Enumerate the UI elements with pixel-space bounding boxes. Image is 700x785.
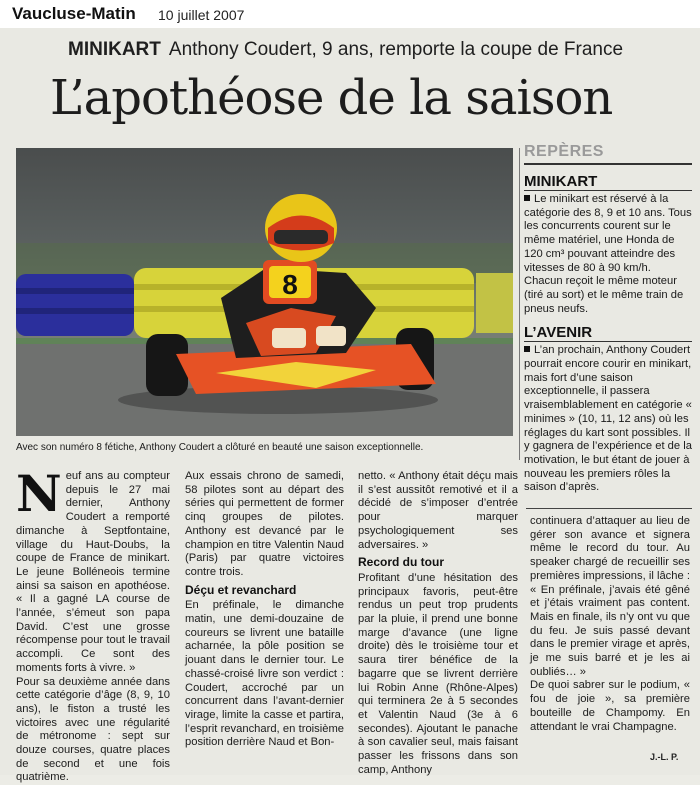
sidebar-heading-minikart: MINIKART xyxy=(524,173,692,191)
sidebar-text-minikart: Le minikart est réservé à la catégorie des 8, 9 et 10 ans. Tous les concurrents courent sur le même matériel, une Honda de 120 cm³ pouvant atteindre des vitesses de 80 à 90 km/h. Chacun reçoit le même moteur (tiré au sort) et le même train de pneus neufs. xyxy=(524,193,692,315)
sidebar-paragraph-avenir xyxy=(524,344,692,495)
sidebar-heading-avenir: L’AVENIR xyxy=(524,324,692,342)
kicker-text: Anthony Coudert, 9 ans, remporte la coupe de France xyxy=(168,39,624,60)
kicker-section: MINIKART xyxy=(68,39,161,60)
kicker xyxy=(68,39,623,61)
headline: L’apothéose de la saison xyxy=(50,70,613,126)
article-paragraph: euf ans au compteur depuis le 27 mai dernier, Anthony Coudert a remporté dimanche à Septfontaine, village du Haut-Doubs, la coupe de France de minikart. Le jeune Bolléneois termine ainsi sa saison en apothéose. « Il a gagné LA course de l’année, s’émeut son papa David. C’est une grosse récompense pour tout le travail accompli. Ce sont des moments forts à vivre. » xyxy=(16,470,170,674)
kart-photo xyxy=(16,148,513,436)
sidebar-title: REPÈRES xyxy=(524,143,692,165)
publication-date: 10 juillet 2007 xyxy=(158,7,245,23)
kart-number: 8 xyxy=(282,269,298,300)
subheading-record: Record du tour xyxy=(358,555,444,570)
subheading-decu: Déçu et revanchard xyxy=(185,582,297,597)
bullet-square-icon xyxy=(524,195,530,201)
article-paragraph: Aux essais chrono de samedi, 58 pilotes sont au départ des séries qui permettent de former cinq groupes de pilotes. Anthony est devancé par le champion en titre Valentin Naud (Paris) par quatre victoires contre trois. xyxy=(185,470,344,578)
masthead xyxy=(0,0,700,28)
article-column-4 xyxy=(530,515,690,734)
author-signature: J.-L. P. xyxy=(650,752,679,762)
article-paragraph: De quoi sabrer sur le podium, « fou de joie », sa première bouteille de Champomy. En attendant le vrai Champagne. xyxy=(530,679,690,733)
publication-name: Vaucluse-Matin xyxy=(12,4,136,23)
sidebar-bottom-rule xyxy=(526,508,692,509)
article-paragraph: Pour sa deuxième année dans cette catégorie d’âge (8, 9, 10 ans), le fiston a trusté les victoires avec une régularité de métronome : sept sur douze courses, quatre places de second et une fois quatrième. xyxy=(16,675,170,784)
tyre-barrier-blue xyxy=(16,274,134,336)
kart-photo-illustration xyxy=(16,148,513,436)
article-paragraph: En préfinale, le dimanche matin, une demi-douzaine de coureurs se livrent une bataille acharnée, la pôle position se jouant dans le dernier tour. Le chassé-croisé livre son verdict : Coudert, accroché par un concurrent dans l’avant-dernier virage, limite la casse et partira, l’esprit revanchard, en troisième position derrière Naud et Bon- xyxy=(185,599,344,749)
dropcap: N xyxy=(16,464,62,523)
sidebar-text-avenir: L’an prochain, Anthony Coudert pourrait encore courir en minikart, mais fort d’une saison exceptionnelle, il passera vraisemblablement en catégorie « minimes » (10, 11, 12 ans) où les réglages du kart sont possibles. Il y gagnera de l’expérience et de la motivation, le but étant de jouer à nouveau les premiers rôles la saison d’après. xyxy=(524,344,692,494)
article-column-2 xyxy=(185,470,344,750)
column-divider xyxy=(519,148,520,460)
article-paragraph: Profitant d’une hésitation des principaux favoris, peut-être rendus un peut trop prudents par la pluie, il prend une bonne marge d’avance (une ligne droite) dès le troisième tour et saura tirer bénéfice de la bagarre que se livrent derrière lui Robin Anne (Rhône-Alpes) qui terminera 2e à 5 secondes et Valentin Naud (3e à 6 secondes). Ajoutant le panache à son cavalier seul, mais faisant passer les frissons dans son camp, Anthony xyxy=(358,571,518,776)
article-column-3 xyxy=(358,470,518,777)
sidebar-paragraph-minikart xyxy=(524,193,692,316)
article-column-1 xyxy=(16,464,170,785)
article-paragraph: continuera d’attaquer au lieu de gérer son avance et signera même le record du tour. Au speaker chargé de recueillir ses premières impressions, il lâche : « En préfinale, j’avais été gêné et j’étais vraiment pas content. Mais en finale, ils n’y ont vu que du feu. Je suis passé devant dans le premier virage et après, je me suis barré et je les ai oubliés… » xyxy=(530,515,690,678)
sidebar-reperes xyxy=(524,143,692,495)
photo-caption: Avec son numéro 8 fétiche, Anthony Coudert a clôturé en beauté une saison exceptionnelle. xyxy=(16,442,424,453)
article-paragraph: netto. « Anthony était déçu mais il s’est aussitôt remotivé et il a décidé de s’imposer d’entrée pour marquer psychologiquement ses adversaires. » xyxy=(358,470,518,551)
bullet-square-icon xyxy=(524,346,530,352)
